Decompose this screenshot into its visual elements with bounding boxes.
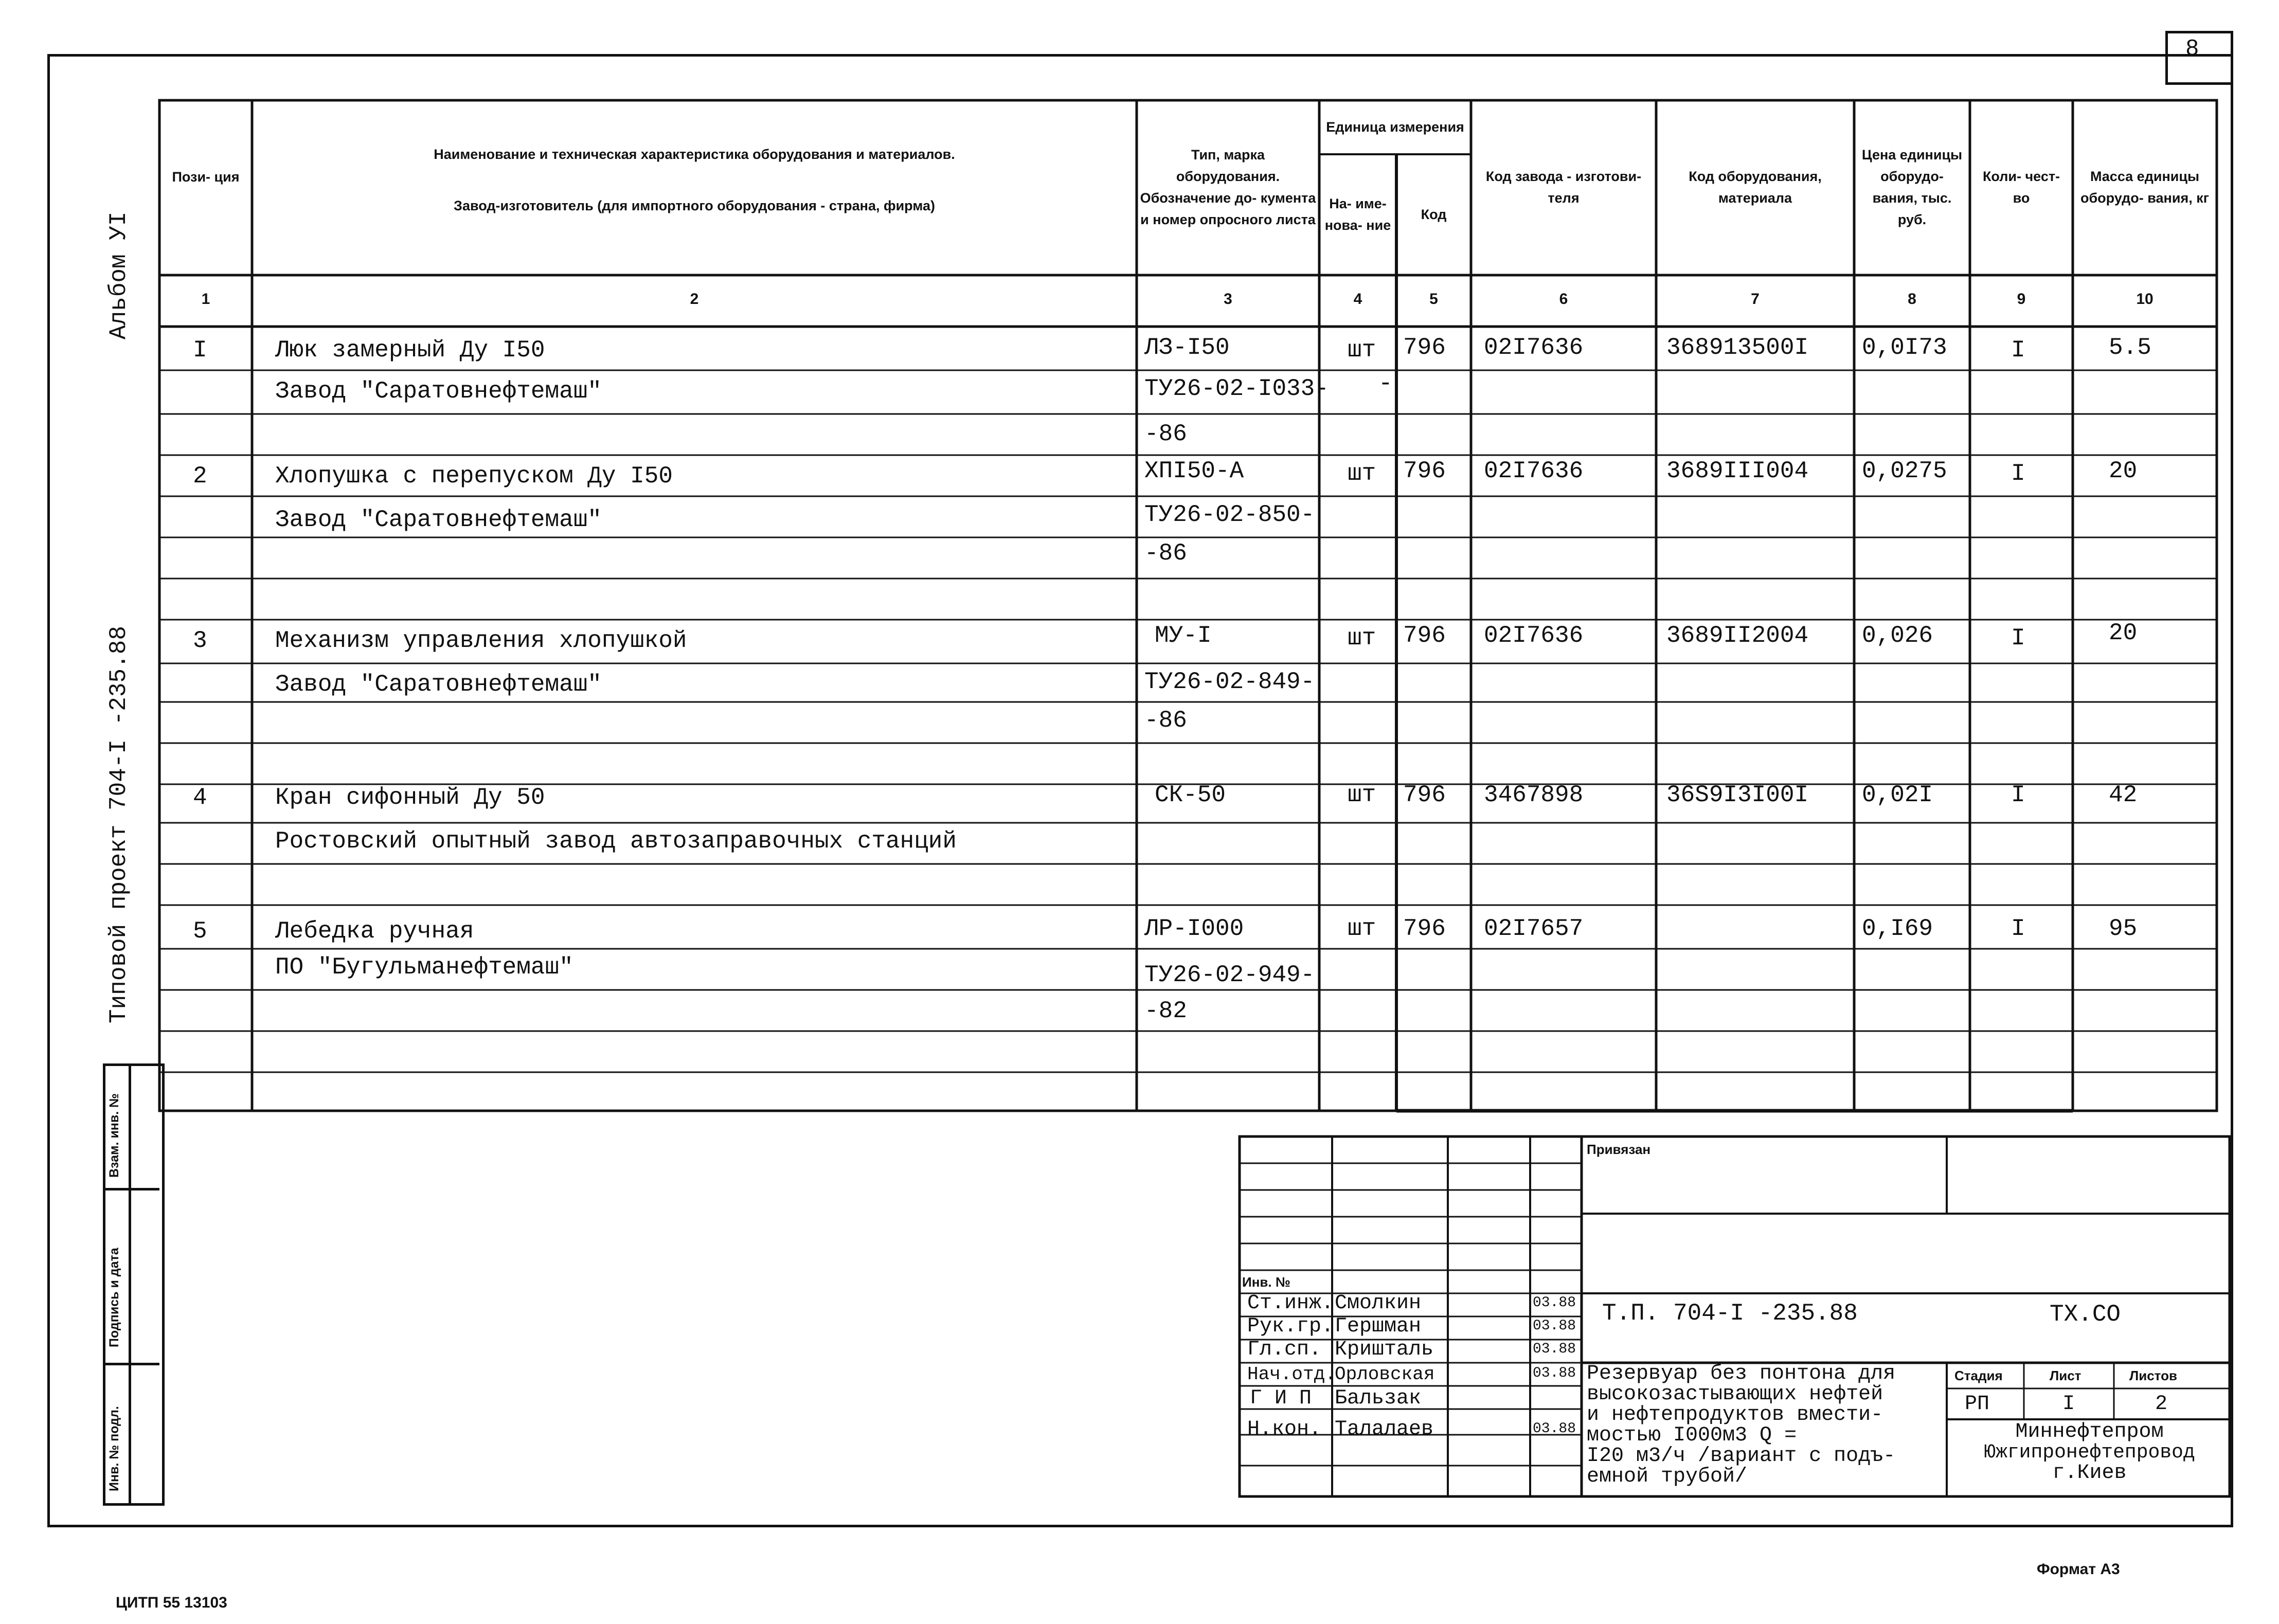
header-name-maker: Завод-изготовитель (для импортного оборудования - страна, фирма) bbox=[454, 198, 935, 213]
header-name: Наименование и техническая характеристика оборудования и материалов. bbox=[434, 147, 955, 162]
item-type: ЛЗ-I50 bbox=[1144, 334, 1230, 361]
name-4: Орловская bbox=[1335, 1364, 1435, 1385]
item-pos: I bbox=[193, 337, 207, 364]
doc-title-line: Резервуар без понтона для bbox=[1587, 1362, 1896, 1385]
side-label-podl: Инв. № подл. bbox=[107, 1406, 121, 1491]
item-price: 0,02I bbox=[1862, 782, 1933, 808]
header-maker-code: Код завода - изготови- теля bbox=[1485, 169, 1642, 206]
footer-code: ЦИТП 55 13103 bbox=[116, 1594, 227, 1611]
item-type-doc: ТУ26-02-850- bbox=[1144, 501, 1315, 528]
item-maker: Завод "Саратовнефтемаш" bbox=[275, 671, 602, 698]
date-2: 03.88 bbox=[1533, 1318, 1576, 1334]
item-unit-code: 796 bbox=[1403, 915, 1446, 942]
item-qty: I bbox=[2011, 337, 2025, 364]
col-number-10: 10 bbox=[2136, 291, 2154, 308]
side-label-vzam: Взам. инв. № bbox=[107, 1093, 121, 1178]
header-mass: Масса единицы оборудо- вания, кг bbox=[2080, 169, 2209, 206]
date-3: 03.88 bbox=[1533, 1341, 1576, 1357]
item-type-doc: ТУ26-02-949- bbox=[1144, 962, 1315, 988]
item-mass: 95 bbox=[2109, 915, 2138, 942]
item-mass: 42 bbox=[2109, 782, 2138, 808]
date-1: 03.88 bbox=[1533, 1295, 1576, 1311]
item-unit: шт bbox=[1348, 625, 1376, 652]
item-price: 0,0275 bbox=[1862, 458, 1947, 484]
doc-title-line: и нефтепродуктов вмести- bbox=[1587, 1403, 1883, 1427]
role-1: Ст.инж. bbox=[1247, 1292, 1334, 1315]
item-qty: I bbox=[2011, 915, 2025, 942]
item-type: ХПI50-А bbox=[1144, 458, 1244, 484]
sheets-label: Листов bbox=[2129, 1368, 2177, 1383]
format-label: Формат А3 bbox=[2037, 1561, 2120, 1578]
project-label: Типовой проект 704-I -235.88 bbox=[105, 626, 132, 1023]
header-unit-name: На- име- нова- ние bbox=[1324, 195, 1391, 233]
item-type-doc: ТУ26-02-849- bbox=[1144, 669, 1315, 695]
item-type-doc-cont: -82 bbox=[1144, 998, 1187, 1024]
item-price: 0,0I73 bbox=[1862, 334, 1947, 361]
name-5: Бальзак bbox=[1335, 1387, 1422, 1410]
name-2: Гершман bbox=[1335, 1315, 1422, 1338]
item-unit: шт bbox=[1348, 915, 1376, 942]
inv-no-label: Инв. № bbox=[1242, 1274, 1290, 1290]
header-unit-code: Код bbox=[1421, 206, 1447, 222]
date-4: 03.88 bbox=[1533, 1365, 1576, 1381]
col-number-6: 6 bbox=[1559, 291, 1568, 308]
item-type-doc-cont: -86 bbox=[1144, 707, 1187, 734]
page-number: 8 bbox=[2186, 35, 2199, 60]
item-unit: шт bbox=[1348, 337, 1376, 364]
item-type: МУ-I bbox=[1155, 622, 1212, 649]
item-name: Механизм управления хлопушкой bbox=[275, 627, 687, 654]
role-5: Г И П bbox=[1250, 1387, 1312, 1410]
item-unit-code: 796 bbox=[1403, 782, 1446, 808]
name-1: Смолкин bbox=[1335, 1292, 1422, 1315]
item-maker-code: 02I7636 bbox=[1484, 334, 1584, 361]
stage-label: Стадия bbox=[1954, 1368, 2003, 1383]
item-pos: 5 bbox=[193, 918, 207, 945]
item-qty: I bbox=[2011, 782, 2025, 808]
item-name: Кран сифонный Ду 50 bbox=[275, 784, 545, 811]
item-qty: I bbox=[2011, 460, 2025, 487]
doc-code: Т.П. 704-I -235.88 bbox=[1602, 1300, 1858, 1327]
item-mass: 20 bbox=[2109, 620, 2138, 646]
role-2: Рук.гр. bbox=[1247, 1315, 1334, 1338]
stage-value: РП bbox=[1965, 1393, 1990, 1416]
col-number-5: 5 bbox=[1429, 291, 1438, 308]
doc-title-line: высокозастывающих нефтей bbox=[1587, 1383, 1883, 1406]
item-maker-code: 02I7636 bbox=[1484, 458, 1584, 484]
date-6: 03.88 bbox=[1533, 1421, 1576, 1437]
organization bbox=[1949, 1422, 2230, 1484]
item-maker: Завод "Саратовнефтемаш" bbox=[275, 378, 602, 405]
item-equip-code: 368913500I bbox=[1666, 334, 1809, 361]
item-maker: Завод "Саратовнефтемаш" bbox=[275, 507, 602, 533]
item-unit-code: 796 bbox=[1403, 334, 1446, 361]
role-3: Гл.сп. bbox=[1247, 1338, 1322, 1361]
sheet-label: Лист bbox=[2050, 1368, 2081, 1383]
col-number-8: 8 bbox=[1908, 291, 1916, 308]
item-unit: шт bbox=[1348, 782, 1376, 808]
col-number-3: 3 bbox=[1224, 291, 1232, 308]
item-maker-code: 3467898 bbox=[1484, 782, 1584, 808]
doc-mark: ТХ.СО bbox=[2050, 1301, 2121, 1328]
item-name: Люк замерный Ду I50 bbox=[275, 337, 545, 364]
item-maker-code: 02I7636 bbox=[1484, 622, 1584, 649]
item-price: 0,I69 bbox=[1862, 915, 1933, 942]
item-unit-dash: - bbox=[1378, 370, 1393, 397]
item-pos: 2 bbox=[193, 463, 207, 490]
role-4: Нач.отд. bbox=[1247, 1364, 1336, 1385]
col-number-1: 1 bbox=[201, 291, 210, 308]
item-qty: I bbox=[2011, 625, 2025, 652]
org-line: Миннефтепром bbox=[2015, 1420, 2164, 1443]
sheets-value: 2 bbox=[2155, 1393, 2168, 1416]
doc-title bbox=[1587, 1364, 1947, 1487]
item-type-doc: ТУ26-02-I033- bbox=[1144, 375, 1329, 402]
item-type: ЛР-I000 bbox=[1144, 915, 1244, 942]
org-line: Южгипронефтепровод bbox=[1984, 1441, 2195, 1464]
col-number-2: 2 bbox=[690, 291, 699, 308]
item-type-doc-cont: -86 bbox=[1144, 421, 1187, 447]
org-line: г.Киев bbox=[2052, 1461, 2127, 1485]
header-price: Цена единицы оборудо- вания, тыс. руб. bbox=[1861, 147, 1963, 227]
item-pos: 4 bbox=[193, 784, 207, 811]
item-unit-code: 796 bbox=[1403, 622, 1446, 649]
header-pos: Пози- ция bbox=[172, 169, 240, 185]
item-unit: шт bbox=[1348, 460, 1376, 487]
item-mass: 5.5 bbox=[2109, 334, 2151, 361]
album-label: Альбом УI bbox=[105, 211, 132, 339]
name-3: Кришталь bbox=[1335, 1338, 1434, 1361]
role-6: Н.кон. bbox=[1247, 1418, 1322, 1441]
col-number-4: 4 bbox=[1353, 291, 1362, 308]
item-maker: Ростовский опытный завод автозаправочных станций bbox=[275, 828, 957, 855]
col-number-7: 7 bbox=[1751, 291, 1760, 308]
item-equip-code: 3689III004 bbox=[1666, 458, 1809, 484]
item-type: СК-50 bbox=[1155, 782, 1226, 808]
header-qty: Коли- чест- во bbox=[1982, 169, 2060, 206]
item-name: Хлопушка с перепуском Ду I50 bbox=[275, 463, 673, 490]
doc-title-line: мостью I000м3 Q = bbox=[1587, 1424, 1797, 1447]
side-label-podpis: Подпись и дата bbox=[107, 1248, 121, 1347]
header-equip-code: Код оборудования, материала bbox=[1689, 169, 1822, 206]
item-unit-code: 796 bbox=[1403, 458, 1446, 484]
item-maker-code: 02I7657 bbox=[1484, 915, 1584, 942]
header-type: Тип, марка оборудования. Обозначение до- кумента и номер опросного листа bbox=[1140, 147, 1316, 227]
item-equip-code: 36S9I3I00I bbox=[1666, 782, 1809, 808]
sheet-value: I bbox=[2062, 1393, 2075, 1416]
item-name: Лебедка ручная bbox=[275, 918, 474, 945]
doc-title-line: I20 м3/ч /вариант с подъ- bbox=[1587, 1445, 1896, 1468]
privyazan-label: Привязан bbox=[1587, 1142, 1651, 1157]
item-maker: ПО "Бугульманефтемаш" bbox=[275, 954, 573, 981]
item-equip-code: 3689II2004 bbox=[1666, 622, 1809, 649]
header-unit-group: Единица измерения bbox=[1326, 119, 1464, 135]
item-type-doc-cont: -86 bbox=[1144, 540, 1187, 567]
item-mass: 20 bbox=[2109, 458, 2138, 484]
doc-title-line: емной трубой/ bbox=[1587, 1465, 1748, 1488]
item-price: 0,026 bbox=[1862, 622, 1933, 649]
col-number-9: 9 bbox=[2017, 291, 2026, 308]
item-pos: 3 bbox=[193, 627, 207, 654]
name-6: Талалаев bbox=[1335, 1418, 1434, 1441]
